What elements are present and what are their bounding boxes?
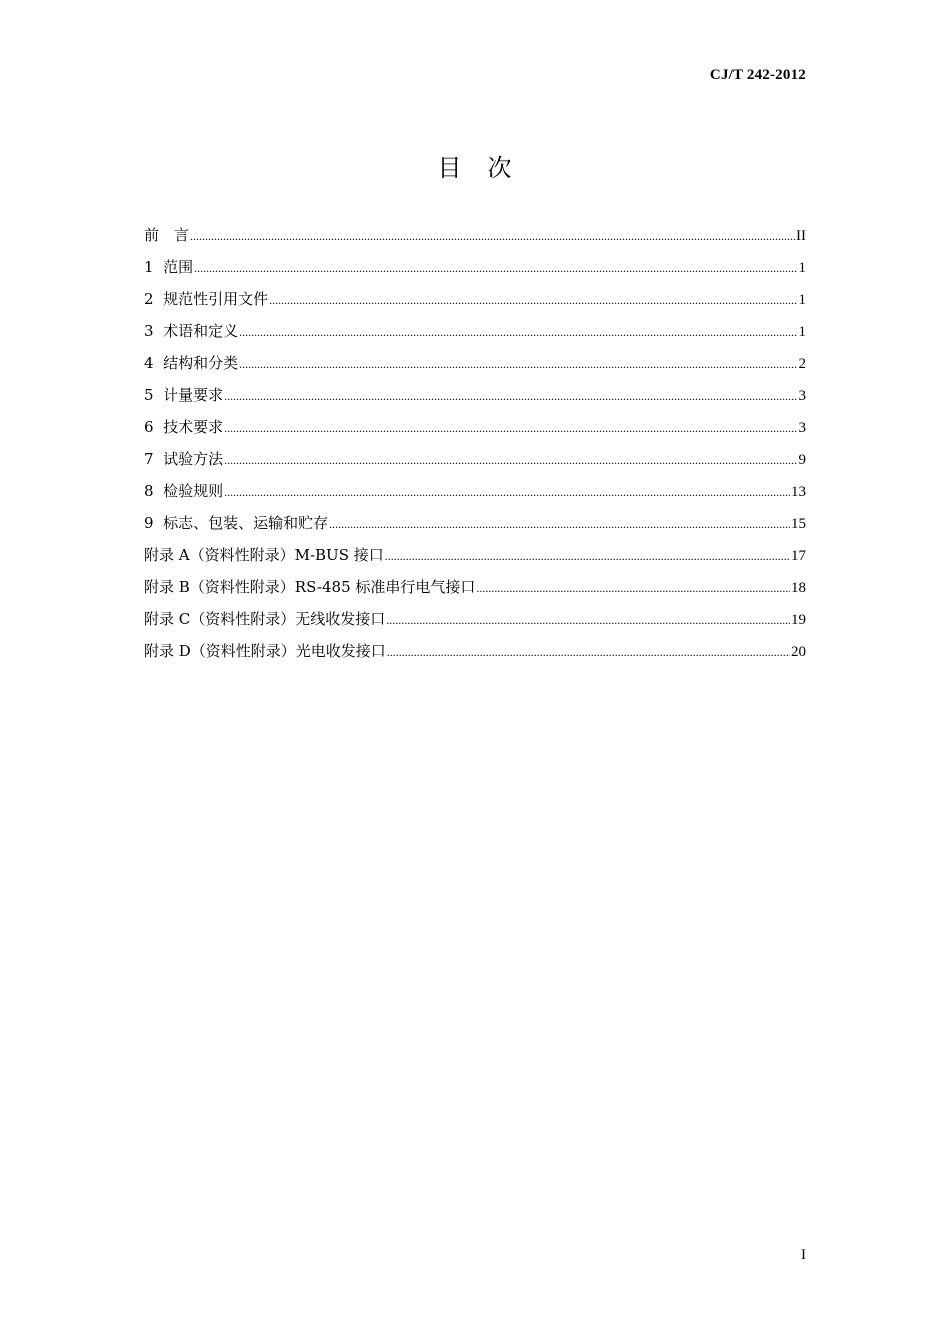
toc-leader-dots	[224, 385, 797, 407]
toc-entry-label: 3 术语和定义	[144, 322, 239, 340]
toc-entry-page: 19	[791, 612, 806, 628]
toc-entry-appendix-a[interactable]	[144, 544, 806, 576]
toc-entry-page: 20	[791, 644, 806, 660]
toc-entry-label: 前 言	[144, 226, 190, 244]
toc-entry-page: 1	[798, 260, 806, 276]
toc-entry-label: 1 范围	[144, 258, 194, 276]
toc-entry-appendix-c[interactable]	[144, 608, 806, 640]
toc-leader-dots	[269, 289, 797, 311]
toc-entry-9[interactable]	[144, 512, 806, 544]
toc-leader-dots	[190, 225, 795, 247]
toc-leader-dots	[224, 417, 797, 439]
toc-entry-1[interactable]	[144, 256, 806, 288]
toc-entry-page: 2	[798, 356, 806, 372]
toc-entry-page: 18	[791, 580, 806, 596]
toc-entry-label: 2 规范性引用文件	[144, 290, 269, 308]
toc-leader-dots	[239, 321, 797, 343]
toc-entry-page: 17	[791, 548, 806, 564]
toc-leader-dots	[476, 577, 790, 599]
toc-entry-page: 15	[791, 516, 806, 532]
toc-entry-label: 附录 C（资料性附录）无线收发接口	[144, 610, 386, 628]
toc-entry-5[interactable]	[144, 384, 806, 416]
toc-entry-page: 3	[798, 388, 806, 404]
toc-entry-label: 4 结构和分类	[144, 354, 239, 372]
page-number: I	[801, 1247, 806, 1263]
toc-entry-page: 9	[798, 452, 806, 468]
table-of-contents	[144, 224, 806, 672]
toc-entry-label: 附录 A（资料性附录）M-BUS 接口	[144, 546, 384, 564]
toc-entry-page: 1	[798, 324, 806, 340]
toc-leader-dots	[329, 513, 790, 535]
standard-code: CJ/T 242-2012	[709, 67, 806, 83]
toc-entry-7[interactable]	[144, 448, 806, 480]
toc-entry-foreword[interactable]	[144, 224, 806, 256]
toc-leader-dots	[224, 481, 790, 503]
toc-leader-dots	[386, 609, 790, 631]
toc-entry-label: 8 检验规则	[144, 482, 224, 500]
toc-entry-8[interactable]	[144, 480, 806, 512]
toc-entry-page: 1	[798, 292, 806, 308]
toc-entry-6[interactable]	[144, 416, 806, 448]
toc-entry-4[interactable]	[144, 352, 806, 384]
toc-title: 目 次	[437, 154, 513, 182]
toc-entry-label: 7 试验方法	[144, 450, 224, 468]
toc-entry-label: 5 计量要求	[144, 386, 224, 404]
toc-entry-label: 附录 D（资料性附录）光电收发接口	[144, 642, 386, 660]
toc-leader-dots	[385, 545, 790, 567]
toc-entry-page: 3	[798, 420, 806, 436]
toc-entry-label: 附录 B（资料性附录）RS-485 标准串行电气接口	[144, 578, 476, 596]
toc-entry-2[interactable]	[144, 288, 806, 320]
toc-leader-dots	[239, 353, 797, 375]
toc-entry-page: 13	[791, 484, 806, 500]
toc-leader-dots	[224, 449, 797, 471]
toc-leader-dots	[387, 641, 790, 663]
toc-entry-page: II	[796, 228, 806, 244]
toc-entry-3[interactable]	[144, 320, 806, 352]
toc-entry-label: 6 技术要求	[144, 418, 224, 436]
toc-leader-dots	[194, 257, 797, 279]
toc-entry-appendix-b[interactable]	[144, 576, 806, 608]
toc-entry-label: 9 标志、包装、运输和贮存	[144, 514, 329, 532]
toc-entry-appendix-d[interactable]	[144, 640, 806, 672]
